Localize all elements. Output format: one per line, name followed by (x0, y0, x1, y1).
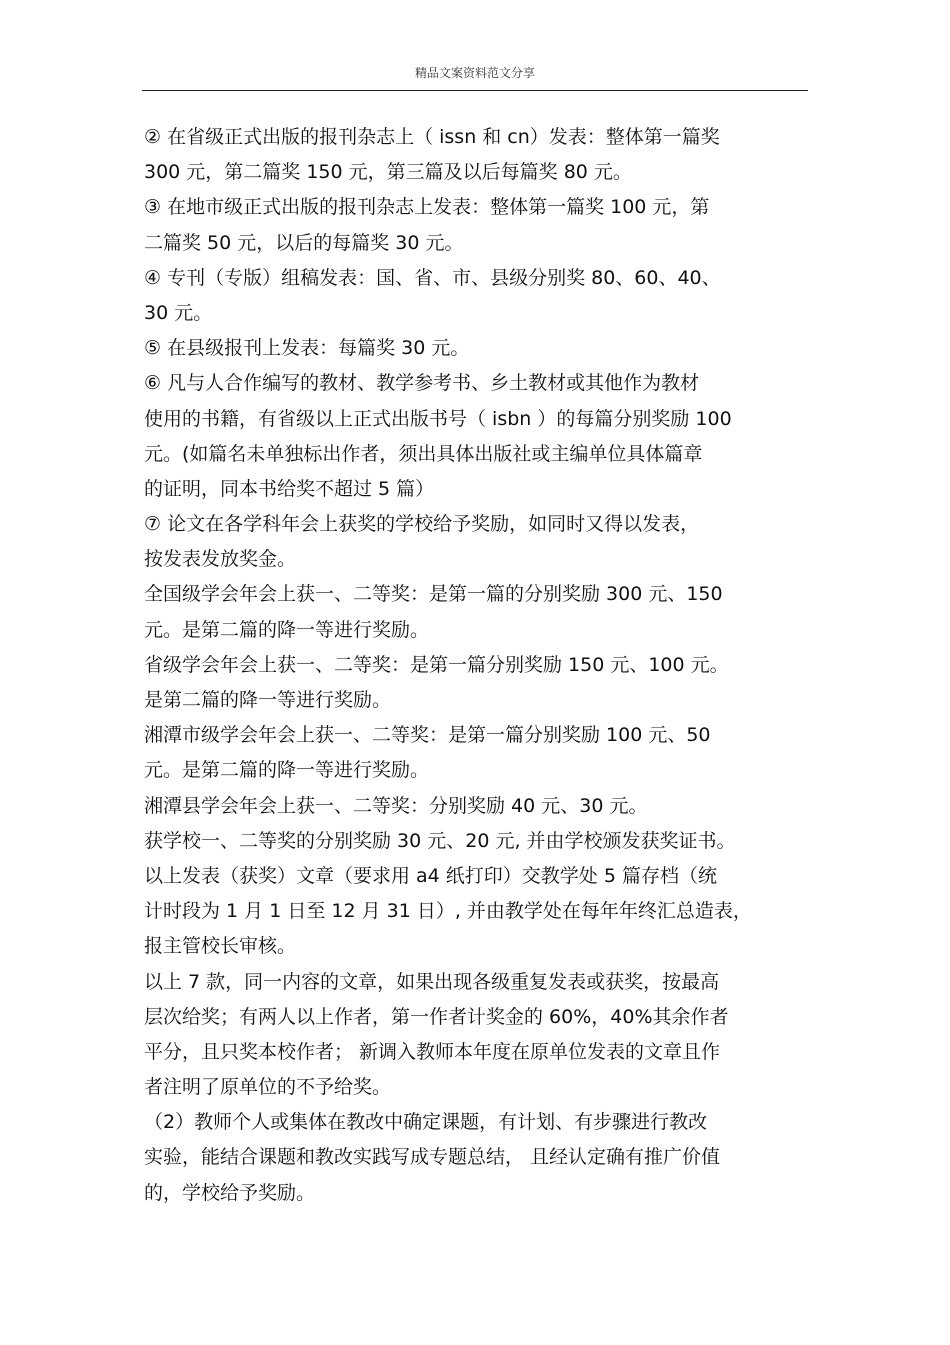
page-header: 精品文案资料范文分享 (414, 66, 535, 80)
text-line: 按发表发放奖金。 (144, 548, 297, 571)
text-line: ④ 专刊（专版）组稿发表：国、省、市、县级分别奖 80、60、40、 (144, 266, 721, 289)
text-line: 湘潭县学会年会上获一、二等奖：分别奖励 40 元、30 元。 (144, 794, 648, 817)
text-line: 省级学会年会上获一、二等奖：是第一篇分别奖励 150 元、100 元。 (144, 653, 729, 676)
text-line: 是第二篇的降一等进行奖励。 (144, 689, 392, 711)
text-line: 实验，能结合课题和教改实践写成专题总结， 且经认定确有推广价值 (144, 1146, 721, 1169)
text-line: 以上发表（获奖）文章（要求用 a4 纸打印）交教学处 5 篇存档（统 (144, 864, 717, 887)
text-line: 报主管校长审核。 (144, 935, 297, 958)
text-line: 平分，且只奖本校作者； 新调入教师本年度在原单位发表的文章且作 (144, 1040, 721, 1063)
text-line: 湘潭市级学会年会上获一、二等奖：是第一篇分别奖励 100 元、50 (144, 724, 711, 747)
text-line: ⑤ 在县级报刊上发表：每篇奖 30 元。 (144, 337, 470, 360)
text-line: 者注明了原单位的不予给奖。 (144, 1076, 392, 1099)
document-body (144, 120, 814, 1211)
header-divider (142, 90, 808, 91)
text-line: 获学校一、二等奖的分别奖励 30 元、20 元, 并由学校颁发获奖证书。 (144, 829, 736, 852)
text-line: 以上 7 款，同一内容的文章，如果出现各级重复发表或获奖，按最高 (144, 970, 720, 993)
text-line: 300 元，第二篇奖 150 元，第三篇及以后每篇奖 80 元。 (144, 161, 632, 184)
text-line: （2）教师个人或集体在教改中确定课题，有计划、有步骤进行教改 (144, 1111, 708, 1134)
text-line: 的，学校给予奖励。 (144, 1181, 316, 1204)
text-line: 30 元。 (144, 301, 213, 324)
text-line: ⑦ 论文在各学科年会上获奖的学校给予奖励，如同时又得以发表， (144, 513, 700, 536)
text-line: 全国级学会年会上获一、二等奖：是第一篇的分别奖励 300 元、150 (144, 583, 723, 606)
text-line: ⑥ 凡与人合作编写的教材、教学参考书、乡土教材或其他作为教材 (144, 372, 700, 395)
text-line: ③ 在地市级正式出版的报刊杂志上发表：整体第一篇奖 100 元，第 (144, 196, 710, 219)
text-line: 的证明，同本书给奖不超过 5 篇） (144, 477, 435, 500)
text-line: 二篇奖 50 元，以后的每篇奖 30 元。 (144, 231, 464, 254)
text-line: 元。是第二篇的降一等进行奖励。 (144, 759, 430, 782)
text-line: 层次给奖；有两人以上作者，第一作者计奖金的 60%，40%其余作者 (144, 1005, 729, 1028)
text-line: 计时段为 1 月 1 日至 12 月 31 日）, 并由教学处在每年年终汇总造表， (144, 900, 752, 923)
text-line: 元。是第二篇的降一等进行奖励。 (144, 618, 430, 641)
text-line: 使用的书籍，有省级以上正式出版书号（ isbn ）的每篇分别奖励 100 (144, 407, 732, 430)
text-line: ② 在省级正式出版的报刊杂志上（ issn 和 cn）发表：整体第一篇奖 (144, 126, 720, 148)
text-line: 元。(如篇名未单独标出作者，须出具体出版社或主编单位具体篇章 (144, 442, 703, 465)
